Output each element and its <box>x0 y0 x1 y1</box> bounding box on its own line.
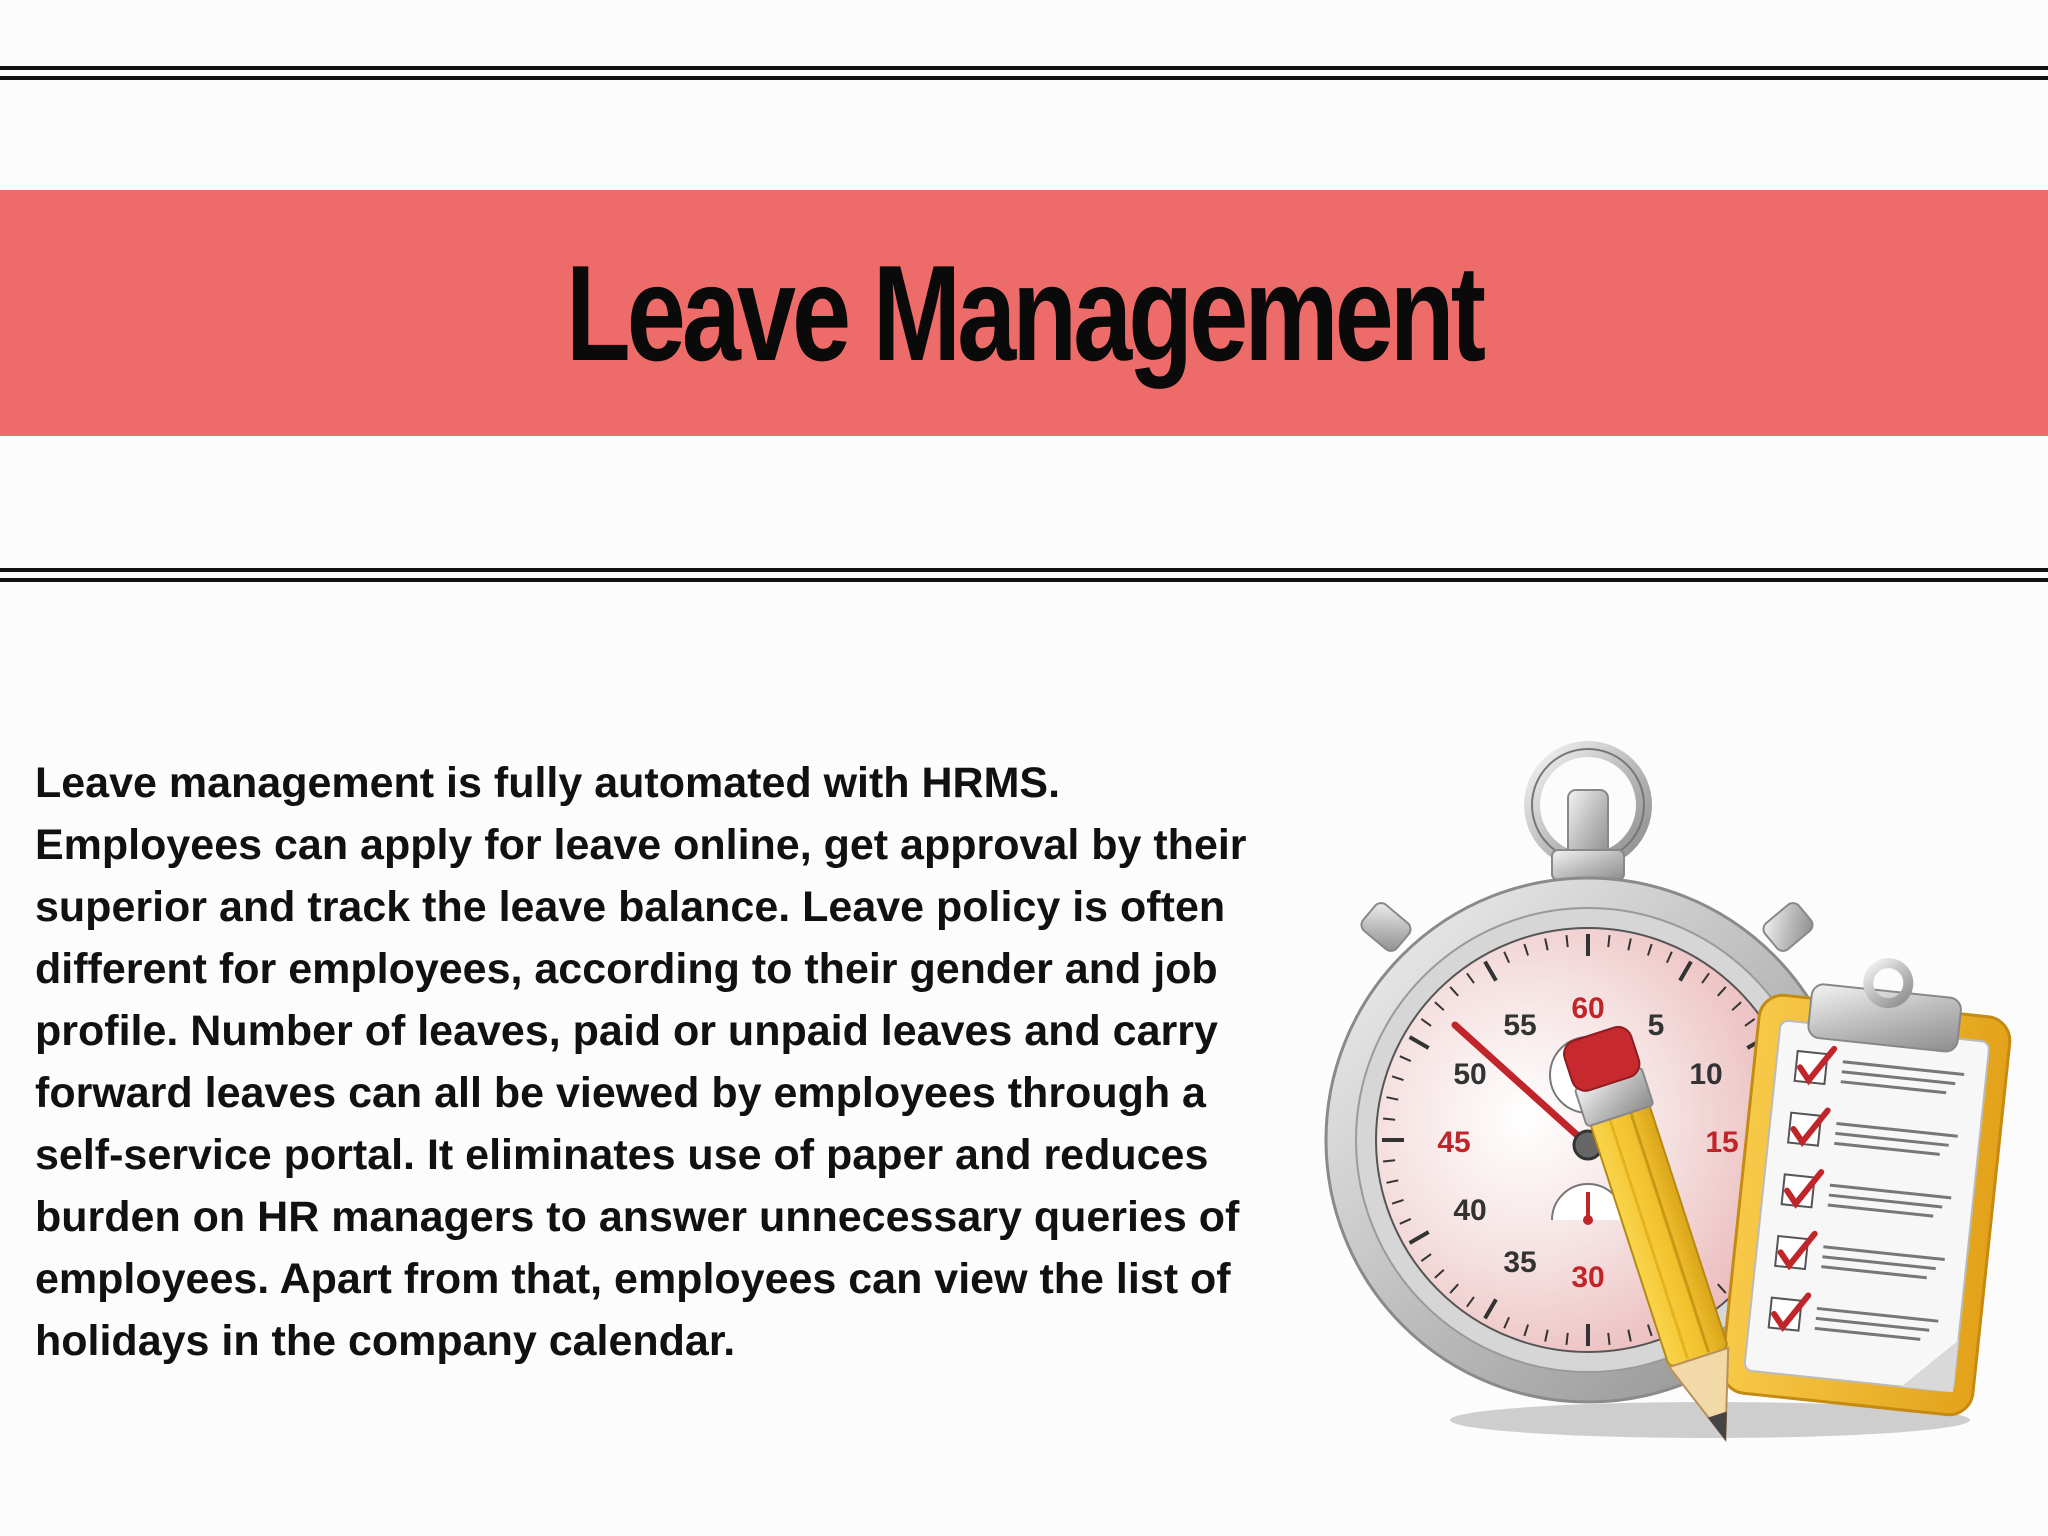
dial-number-15: 15 <box>1705 1126 1739 1159</box>
leave-illustration <box>1320 730 2020 1470</box>
dial-number-35: 35 <box>1503 1246 1537 1279</box>
page-title: Leave Management <box>565 237 1483 389</box>
dial-number-55: 55 <box>1503 1009 1537 1042</box>
title-banner <box>0 190 2048 436</box>
description-paragraph: Leave management is fully automated with HRMS. Employees can apply for leave online, get approval by their superior and track the leave balance. Leave policy is often different for employees, according to their gender and job profile. Number of leaves, paid or unpaid leaves and carry forward leaves can all be viewed by employees through a self-service portal. It eliminates use of paper and reduces burden on HR managers to answer unnecessary queries of employees. Apart from that, employees can view the list of holidays in the company calendar. <box>35 759 1247 1365</box>
dial-tick <box>1608 935 1609 947</box>
dial-number-5: 5 <box>1647 1009 1665 1042</box>
dial-number-60: 60 <box>1571 992 1605 1025</box>
dial-tick <box>1383 1160 1395 1161</box>
dial-number-45: 45 <box>1437 1126 1471 1159</box>
stopwatch-clipboard-illustration <box>1320 730 2020 1470</box>
top-divider <box>0 66 2048 80</box>
dial-tick <box>1608 1333 1609 1345</box>
dial-tick <box>1566 935 1567 947</box>
dial-tick <box>1566 1333 1567 1345</box>
dial-number-30: 30 <box>1571 1261 1605 1294</box>
dial-number-40: 40 <box>1453 1194 1487 1227</box>
dial-number-50: 50 <box>1453 1058 1487 1091</box>
dial-number-10: 10 <box>1689 1058 1723 1091</box>
dial-tick <box>1383 1118 1395 1119</box>
bottom-divider <box>0 568 2048 582</box>
clipboard-checklist-icon <box>1720 952 2012 1417</box>
